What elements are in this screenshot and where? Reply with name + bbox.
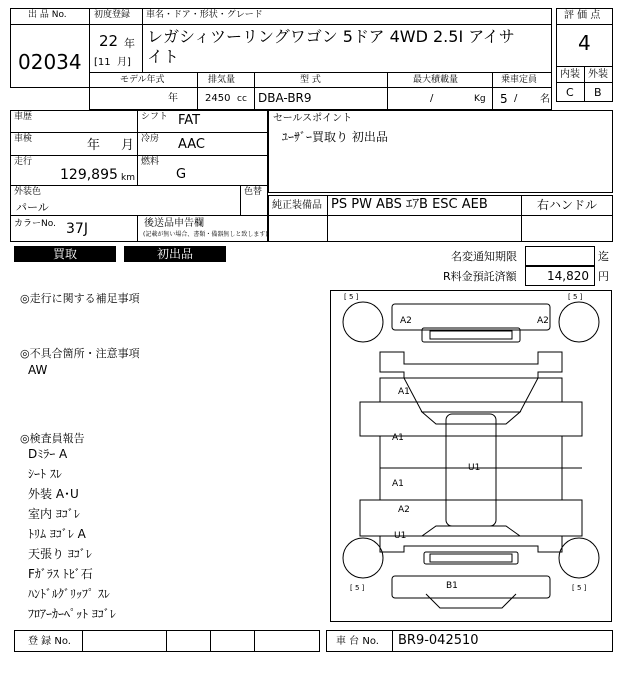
inspector-item: Dﾐﾗｰ A — [28, 447, 68, 461]
interior-label: 内装 — [560, 69, 580, 80]
inspector-item: 外装 A･U — [28, 487, 79, 501]
mileage-label: 走行 — [14, 157, 33, 167]
tire-front-right — [559, 302, 599, 342]
hood — [404, 378, 538, 412]
first-reg-year: 22 — [99, 32, 119, 50]
lot-number-label: 出 品 No. — [28, 10, 67, 20]
inspection-month-suffix: 月 — [121, 138, 135, 153]
name-change-label: 名変通知期限 — [451, 250, 517, 263]
aftermarket-label: 後送品申告欄 — [144, 218, 204, 229]
rear-glass — [422, 526, 520, 536]
first-reg-label: 初度登録 — [94, 10, 131, 20]
interior-value: C — [566, 86, 574, 99]
exterior-color-label: 外装色 — [14, 187, 42, 197]
handle-value: 右ハンドル — [537, 198, 598, 212]
body-outline — [360, 352, 582, 552]
rear-bumper — [392, 576, 550, 598]
ac-label: 冷房 — [141, 134, 160, 144]
car-name: レガシィツーリングワゴン 5ドア 4WD 2.5I アイサイト — [147, 27, 515, 66]
sales-point-label: セールスポイント — [273, 113, 353, 124]
damage-mark: B1 — [446, 581, 458, 591]
shift-label: シフト — [141, 112, 169, 122]
damage-mark: A2 — [400, 316, 412, 326]
front-plate — [430, 331, 512, 339]
color-no-value: 37J — [66, 221, 88, 237]
model-code-label: 型 式 — [300, 75, 321, 85]
tire-label: [ 5 ] — [344, 293, 359, 301]
model-year-suffix: 年 — [168, 93, 178, 104]
rear-lower — [426, 594, 516, 608]
inspector-item: 室内 ﾖｺﾞﾚ — [28, 507, 80, 521]
max-load-unit: Kg — [474, 94, 486, 104]
car-damage-diagram — [330, 290, 612, 622]
month-suffix: 月] — [117, 57, 131, 68]
tire-label: [ 5 ] — [572, 584, 587, 592]
shift-value: FAT — [178, 113, 201, 128]
exterior-color-value: パール — [16, 201, 49, 214]
supplement-title: ◎走行に関する補足事項 — [20, 292, 140, 305]
damage-mark: A1 — [392, 433, 404, 443]
tire-rear-right — [559, 538, 599, 578]
front-bumper — [392, 304, 550, 330]
inspector-title: ◎検査員報告 — [20, 432, 85, 445]
inspector-item: Fｶﾞﾗｽ ﾄﾋﾞ石 — [28, 567, 93, 581]
damage-mark: A2 — [537, 316, 549, 326]
tire-label: [ 5 ] — [568, 293, 583, 301]
chassis-value: BR9-042510 — [398, 633, 479, 648]
reg-no-label: 登 録 No. — [28, 636, 71, 647]
model-code-value: DBA-BR9 — [258, 91, 312, 105]
equipment-value: PS PW ABS ｴｱB ESC AEB — [331, 197, 488, 212]
diagram-frame — [331, 291, 612, 622]
inspector-item: ﾌﾛｱｰｶｰﾍﾟｯﾄ ﾖｺﾞﾚ — [28, 607, 116, 621]
badge-first-listing: 初出品 — [124, 246, 226, 262]
inspector-item: ｼｰﾄ ｽﾚ — [28, 467, 62, 481]
mileage-unit: km — [121, 173, 135, 183]
tire-front-left — [343, 302, 383, 342]
fuel-value: G — [176, 167, 187, 182]
recycle-unit: 円 — [598, 270, 609, 283]
defects-title: ◎不具合箇所・注意事項 — [20, 347, 140, 360]
history-label: 車歴 — [14, 112, 33, 122]
ac-value: AAC — [178, 137, 205, 152]
name-change-unit: 迄 — [598, 250, 609, 263]
chassis-label: 車 台 No. — [336, 636, 379, 647]
first-reg-month: [11 — [94, 57, 111, 68]
fuel-label: 燃料 — [141, 157, 160, 167]
name-change-box — [525, 246, 595, 266]
color-change-label: 色替 — [244, 187, 263, 197]
exterior-value: B — [594, 86, 602, 99]
defects-item: AW — [28, 363, 48, 377]
capacity-unit: 名 — [540, 94, 550, 105]
inspection-year-suffix: 年 — [87, 138, 101, 153]
score-label: 評 価 点 — [564, 10, 601, 21]
inspection-label: 車検 — [14, 134, 33, 144]
mileage-value: 129,895 — [60, 167, 118, 183]
displacement-unit: cc — [237, 94, 247, 104]
displacement-value: 2450 — [205, 93, 231, 104]
damage-mark: U1 — [394, 531, 407, 541]
max-load-label: 最大積載量 — [413, 75, 459, 85]
inspector-item: ﾊﾝﾄﾞﾙｸﾞﾘｯﾌﾟ ｽﾚ — [28, 587, 110, 601]
model-year-label: モデル年式 — [120, 75, 165, 85]
badge-purchase: 買取 — [14, 246, 116, 262]
equipment-label: 純正装備品 — [272, 200, 322, 211]
capacity-label: 乗車定員 — [501, 75, 538, 85]
damage-mark: A2 — [398, 505, 410, 515]
inspector-item: ﾄﾘﾑ ﾖｺﾞﾚ A — [28, 527, 86, 541]
year-suffix: 年 — [124, 37, 135, 50]
color-no-label: カラーNo. — [14, 219, 56, 229]
max-load-value: / — [430, 93, 434, 104]
capacity-sep: / — [514, 93, 518, 104]
sales-point-value: ﾕｰｻﾞｰ買取り 初出品 — [282, 130, 388, 144]
aftermarket-note: (記載が無い場合、書類・備器無しと致します) — [143, 231, 268, 238]
damage-mark: A1 — [398, 387, 410, 397]
capacity-value: 5 — [500, 92, 508, 106]
damage-mark: A1 — [392, 479, 404, 489]
score-value: 4 — [578, 31, 591, 55]
lot-number: 02034 — [18, 50, 82, 74]
carname-label: 車名・ドア・形状・グレード — [146, 10, 263, 20]
displacement-label: 排気量 — [208, 75, 236, 85]
recycle-label: R料金預託済額 — [443, 270, 517, 283]
tire-label: [ 5 ] — [350, 584, 365, 592]
lot-number-box — [10, 8, 90, 88]
damage-mark: U1 — [468, 463, 481, 473]
exterior-label: 外装 — [588, 69, 608, 80]
tire-rear-left — [343, 538, 383, 578]
recycle-value: 14,820 — [547, 269, 589, 283]
inspector-item: 天張り ﾖｺﾞﾚ — [28, 547, 92, 561]
